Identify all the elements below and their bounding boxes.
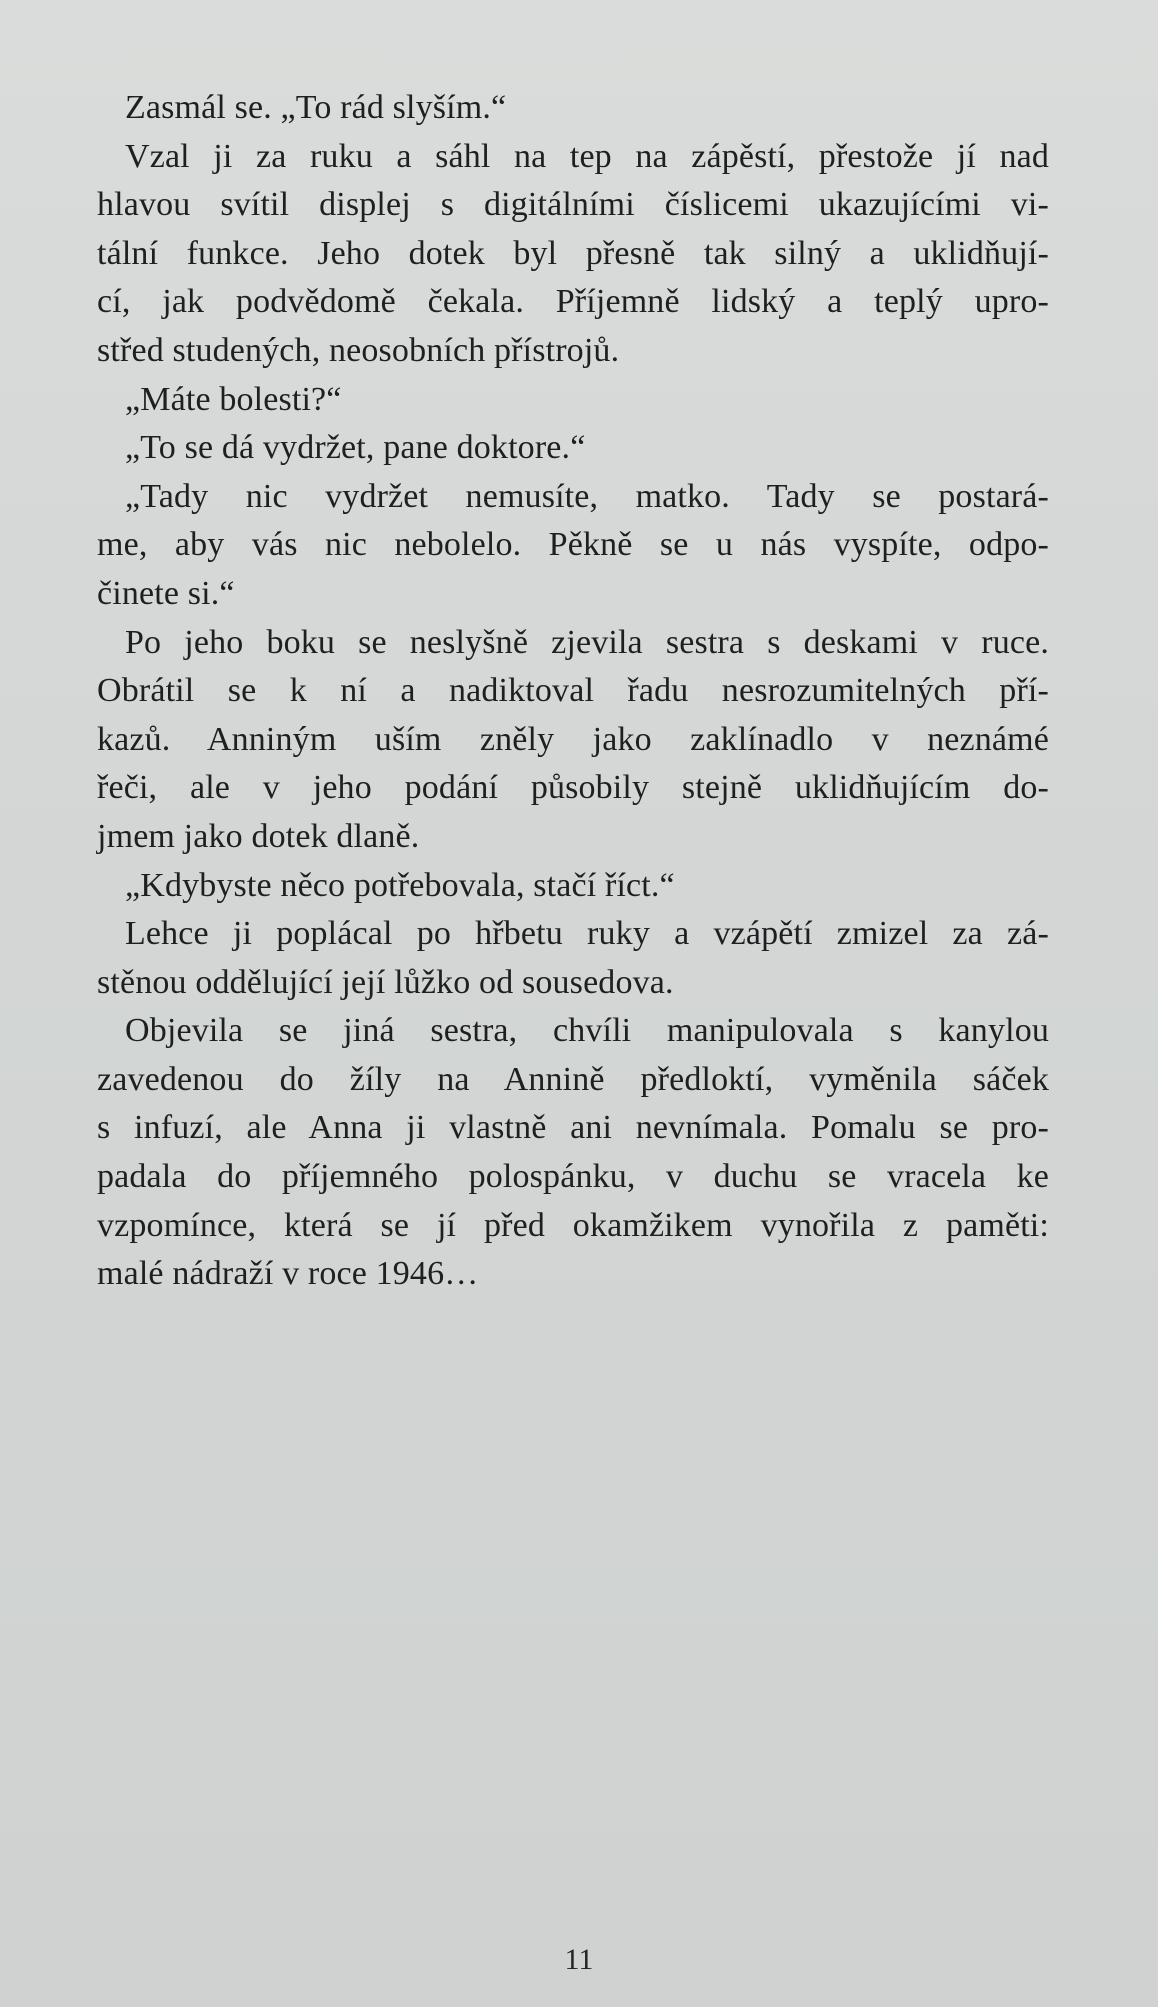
text-line: Objevila se jiná sestra, chvíli manipulovala s kanylou (125, 1012, 1049, 1050)
text-line: hlavou svítil displej s digitálními číslicemi ukazujícími vi- (97, 186, 1049, 224)
text-line: řeči, ale v jeho podání působily stejně uklidňujícím do- (97, 769, 1049, 807)
text-line: zavedenou do žíly na Annině předloktí, vyměnila sáček (97, 1060, 1049, 1098)
text-line: cí, jak podvědomě čekala. Příjemně lidský a teplý upro- (97, 283, 1049, 321)
text-line: Vzal ji za ruku a sáhl na tep na zápěstí, přestože jí nad (125, 137, 1049, 175)
text-line: s infuzí, ale Anna ji vlastně ani nevnímala. Pomalu se pro- (97, 1109, 1049, 1147)
text-line: malé nádraží v roce 1946… (97, 1255, 479, 1293)
text-line: střed studených, neosobních přístrojů. (97, 331, 620, 369)
text-line: „Máte bolesti?“ (125, 380, 342, 418)
body-text (97, 84, 1049, 1299)
text-line: Lehce ji poplácal po hřbetu ruky a vzápětí zmizel za zá- (125, 915, 1049, 953)
text-line: me, aby vás nic nebolelo. Pěkně se u nás vyspíte, odpo- (97, 526, 1049, 564)
page-number: 11 (564, 1943, 594, 1976)
text-line: vzpomínce, která se jí před okamžikem vynořila z paměti: (97, 1206, 1049, 1244)
text-line: „Kdybyste něco potřebovala, stačí říct.“ (125, 866, 675, 904)
text-line: stěnou oddělující její lůžko od sousedova. (97, 963, 674, 1001)
text-line: Zasmál se. „To rád slyším.“ (125, 89, 507, 126)
text-line: kazů. Anniným uším zněly jako zaklínadlo v neznámé (97, 720, 1049, 758)
text-line: činete si.“ (97, 574, 235, 612)
text-line: padala do příjemného polospánku, v duchu se vracela ke (97, 1158, 1049, 1196)
text-line: Obrátil se k ní a nadiktoval řadu nesrozumitelných pří- (97, 672, 1049, 710)
text-line: Po jeho boku se neslyšně zjevila sestra s deskami v ruce. (125, 623, 1049, 661)
text-line: tální funkce. Jeho dotek byl přesně tak silný a uklidňují- (97, 234, 1049, 272)
text-line: „To se dá vydržet, pane doktore.“ (125, 429, 586, 467)
text-line: „Tady nic vydržet nemusíte, matko. Tady se postará- (125, 477, 1049, 515)
text-line: jmem jako dotek dlaně. (97, 817, 420, 855)
